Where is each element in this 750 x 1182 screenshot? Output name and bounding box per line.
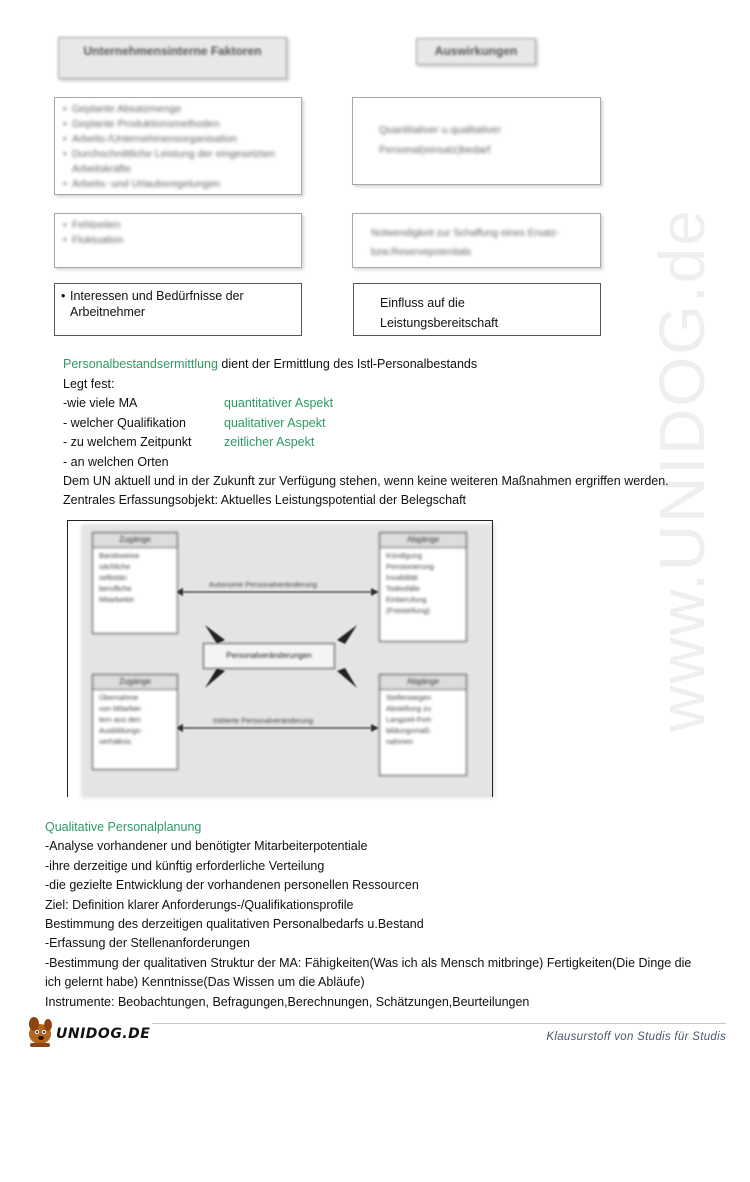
section2-line: Instrumente: Beobachtungen, Befragungen,Berechnungen, Schätzungen,Beurteilungen — [45, 995, 530, 1009]
row2-factors-box — [54, 213, 302, 268]
row2-factor: • Fluktuation — [63, 233, 293, 248]
section1-line1: Dem UN aktuell und in der Zukunft zur Verfügung stehen, wenn keine weiteren Maßnahmen ergriffen werden. — [63, 474, 669, 488]
aspect-label: - an welchen Orten — [63, 455, 169, 469]
diagram-box-item: Abstellung zu — [386, 704, 432, 713]
diagram-box-title: Zugänge — [93, 675, 177, 690]
diagram-box-item: Mitarbeiter — [99, 595, 135, 604]
diagram-box-title: Zugänge — [93, 533, 177, 548]
personnel-change-diagram — [67, 518, 495, 798]
arrow-top-label: Autonome Personalveränderung — [209, 580, 317, 589]
row1-factor: • Arbeits-/Unternehmensorganisation — [63, 132, 293, 147]
diagram-box-bottom-left — [92, 674, 178, 770]
diagram-box-item: nahmen — [386, 737, 414, 746]
diagram-box-body — [380, 690, 466, 749]
diagram-box-item: Stellenwegen — [386, 693, 432, 702]
header-effects-text: Auswirkungen — [434, 44, 518, 58]
aspect-value: zeitlicher Aspekt — [224, 435, 315, 449]
diagram-box-bottom-right — [379, 674, 467, 776]
section1-line2: Zentrales Erfassungsobjekt: Aktuelles Leistungspotential der Belegschaft — [63, 493, 467, 507]
diagram-box-item: von Mitarbei- — [99, 704, 143, 713]
diagram-box-body — [380, 548, 466, 618]
diagram-box-body — [93, 548, 177, 607]
diagram-box-item: sächliche — [99, 562, 131, 571]
row1-factor: • Geplante Absatzmenge — [63, 102, 293, 117]
section2-title: Qualitative Personalplanung — [45, 820, 202, 834]
watermark-text: www.UNIDOG.de — [646, 208, 718, 732]
footer-rule — [152, 1023, 726, 1024]
diagram-box-item: Kündigung — [386, 551, 422, 560]
term-personalbestandsermittlung: Personalbestandsermittlung — [63, 357, 218, 371]
diagram-box-title: Abgänge — [380, 533, 466, 548]
row3-effect-box — [353, 283, 601, 336]
diagram-center-box: Personalveränderungen — [203, 643, 335, 669]
diagram-box-item: (Freistellung) — [386, 606, 430, 615]
section2-line: ich gelernt habe) Kenntnisse(Das Wissen um die Abläufe) — [45, 975, 365, 989]
row1-factor: • Geplante Produktionsmethoden — [63, 117, 293, 132]
personalbestand-intro — [63, 355, 477, 375]
diagram-box-top-left — [92, 532, 178, 634]
header-effects — [416, 38, 536, 65]
diagram-box-body — [93, 690, 177, 749]
diagram-box-item: Invalidität — [386, 573, 418, 582]
legt-fest-label: Legt fest: — [63, 377, 115, 391]
footer-slogan: Klausurstoff von Studis für Studis — [546, 1031, 726, 1043]
diagram-box-item: Todesfälle — [386, 584, 420, 593]
section2-line: Bestimmung des derzeitigen qualitativen Personalbedarfs u.Bestand — [45, 917, 424, 931]
row3-factors-box — [54, 283, 302, 336]
diagram-box-item: Langzeit-Fort- — [386, 715, 433, 724]
diagram-box-item: Bandsweise — [99, 551, 140, 560]
row2-effect-text: Notwendigkeit zur Schaffung eines Ersatz-bzw.Reservepotentials — [371, 228, 560, 258]
row3-factors-list — [61, 288, 295, 320]
diagram-box-item: Einberufung — [386, 595, 427, 604]
diagram-box-item: Pensionierung — [386, 562, 434, 571]
arrow-bottom-label: Initiierte Personalveränderung — [213, 716, 314, 725]
row1-factor: • Arbeits- und Urlaubsregelungen — [63, 177, 293, 192]
diagram-box-item: bildungsmaß- — [386, 726, 432, 735]
section2-line: -Erfassung der Stellenanforderungen — [45, 936, 250, 950]
logo-text: UNIDOG.DE — [56, 1026, 151, 1042]
section2-line: -Bestimmung der qualitativen Struktur der MA: Fähigkeiten(Was ich als Mensch mitbringe) Fertigkeiten(Die Dinge die — [45, 956, 692, 970]
diagram-box-item: Ausbildungs- — [99, 726, 143, 735]
diagram-box-top-right — [379, 532, 467, 642]
diagram-box-item: tern aus den — [99, 715, 141, 724]
aspect-label: - zu welchem Zeitpunkt — [63, 435, 192, 449]
aspect-label: -wie viele MA — [63, 396, 138, 410]
diagram-box-title: Abgänge — [380, 675, 466, 690]
section2-line: Ziel: Definition klarer Anforderungs-/Qualifikationsprofile — [45, 898, 354, 912]
aspect-value: quantitativer Aspekt — [224, 396, 334, 410]
diagram-box-item: berufliche — [99, 584, 132, 593]
row2-factor: • Fehlzeiten — [63, 218, 293, 233]
section2-line: -ihre derzeitige und künftig erforderliche Verteilung — [45, 859, 325, 873]
section2-line: -Analyse vorhandener und benötigter Mitarbeiterpotentiale — [45, 839, 368, 853]
section2-line: -die gezielte Entwicklung der vorhandenen personellen Ressourcen — [45, 878, 419, 892]
diagram-box-item: Übernahme — [99, 693, 139, 702]
row1-factor: • Durchschnittliche Leistung der eingesetzten Arbeitskräfte — [63, 147, 293, 177]
header-internal-factors — [58, 37, 287, 79]
dog-icon — [24, 1016, 60, 1048]
diagram-box-item: selbstän — [99, 573, 127, 582]
diagram-box-item: verhältnis — [99, 737, 132, 746]
row1-factors-list — [63, 102, 293, 192]
row2-effect-box — [352, 213, 601, 268]
row1-effect-text: Quantitativer u.qualitativer Personal(einsatz)bedarf — [379, 124, 501, 156]
aspect-value: qualitativer Aspekt — [224, 416, 326, 430]
row3-effect-text: Einfluss auf die Leistungsbereitschaft — [380, 296, 499, 330]
aspect-label: - welcher Qualifikation — [63, 416, 186, 430]
row3-factor: • Interessen und Bedürfnisse der Arbeitnehmer — [61, 288, 295, 320]
header-internal-factors-text: Unternehmensinterne Faktoren — [83, 44, 262, 58]
intro-rest: dient der Ermittlung des Istl-Personalbestands — [217, 357, 478, 371]
unidog-logo — [24, 1016, 159, 1048]
row1-effect-box — [352, 97, 601, 185]
row2-factors-list — [63, 218, 293, 248]
row1-factors-box — [54, 97, 302, 195]
